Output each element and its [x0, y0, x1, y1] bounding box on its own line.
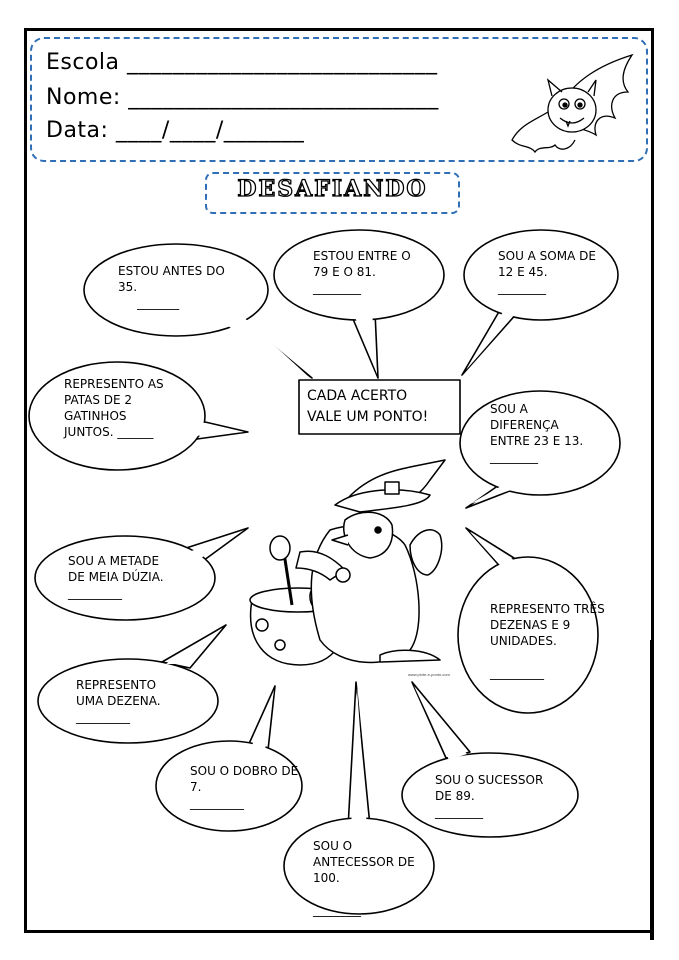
- bubble-text-sucessor-89: SOU O SUCESSOR DE 89. ________: [435, 773, 544, 819]
- center-line-1: CADA ACERTO: [307, 388, 408, 404]
- date-line: Data: ____/____/_______: [46, 118, 305, 143]
- bubble-text-uma-dezena: REPRESENTO UMA DEZENA. _________: [76, 678, 161, 724]
- bubble-text-soma-12-45: SOU A SOMA DE 12 E 45. ________: [498, 249, 596, 295]
- bubble-text-dobro-7: SOU O DOBRO DE 7. _________: [190, 764, 299, 810]
- bubble-text-entre-79-81: ESTOU ENTRE O 79 E O 81. ________: [313, 249, 411, 295]
- bubble-text-diferenca-23-13: SOU A DIFERENÇA ENTRE 23 E 13. ________: [490, 402, 584, 464]
- watermark: www.pinte-e-ponto.com: [408, 672, 450, 677]
- bubble-text-patas-gatinhos: REPRESENTO AS PATAS DE 2 GATINHOS JUNTOS. ______: [64, 377, 164, 439]
- witch-illustration: [250, 460, 445, 665]
- bubble-text-metade-meia-duzia: SOU A METADE DE MEIA DÚZIA. _________: [68, 554, 164, 600]
- center-box-text: [307, 386, 428, 428]
- page-title: DESAFIANDO: [237, 176, 428, 202]
- school-line: Escola ___________________________: [46, 50, 438, 75]
- center-line-2: VALE UM PONTO!: [307, 409, 429, 425]
- name-line: Nome: ___________________________: [46, 85, 439, 110]
- bubble-text-antecessor-100: SOU O ANTECESSOR DE 100. ________: [313, 839, 415, 917]
- bat-illustration: [512, 55, 632, 152]
- bubble-text-tres-dezenas: REPRESENTO TRÊS DEZENAS E 9 UNIDADES. _________: [490, 602, 605, 680]
- bubble-text-antes-35: ESTOU ANTES DO 35. _______: [118, 264, 225, 310]
